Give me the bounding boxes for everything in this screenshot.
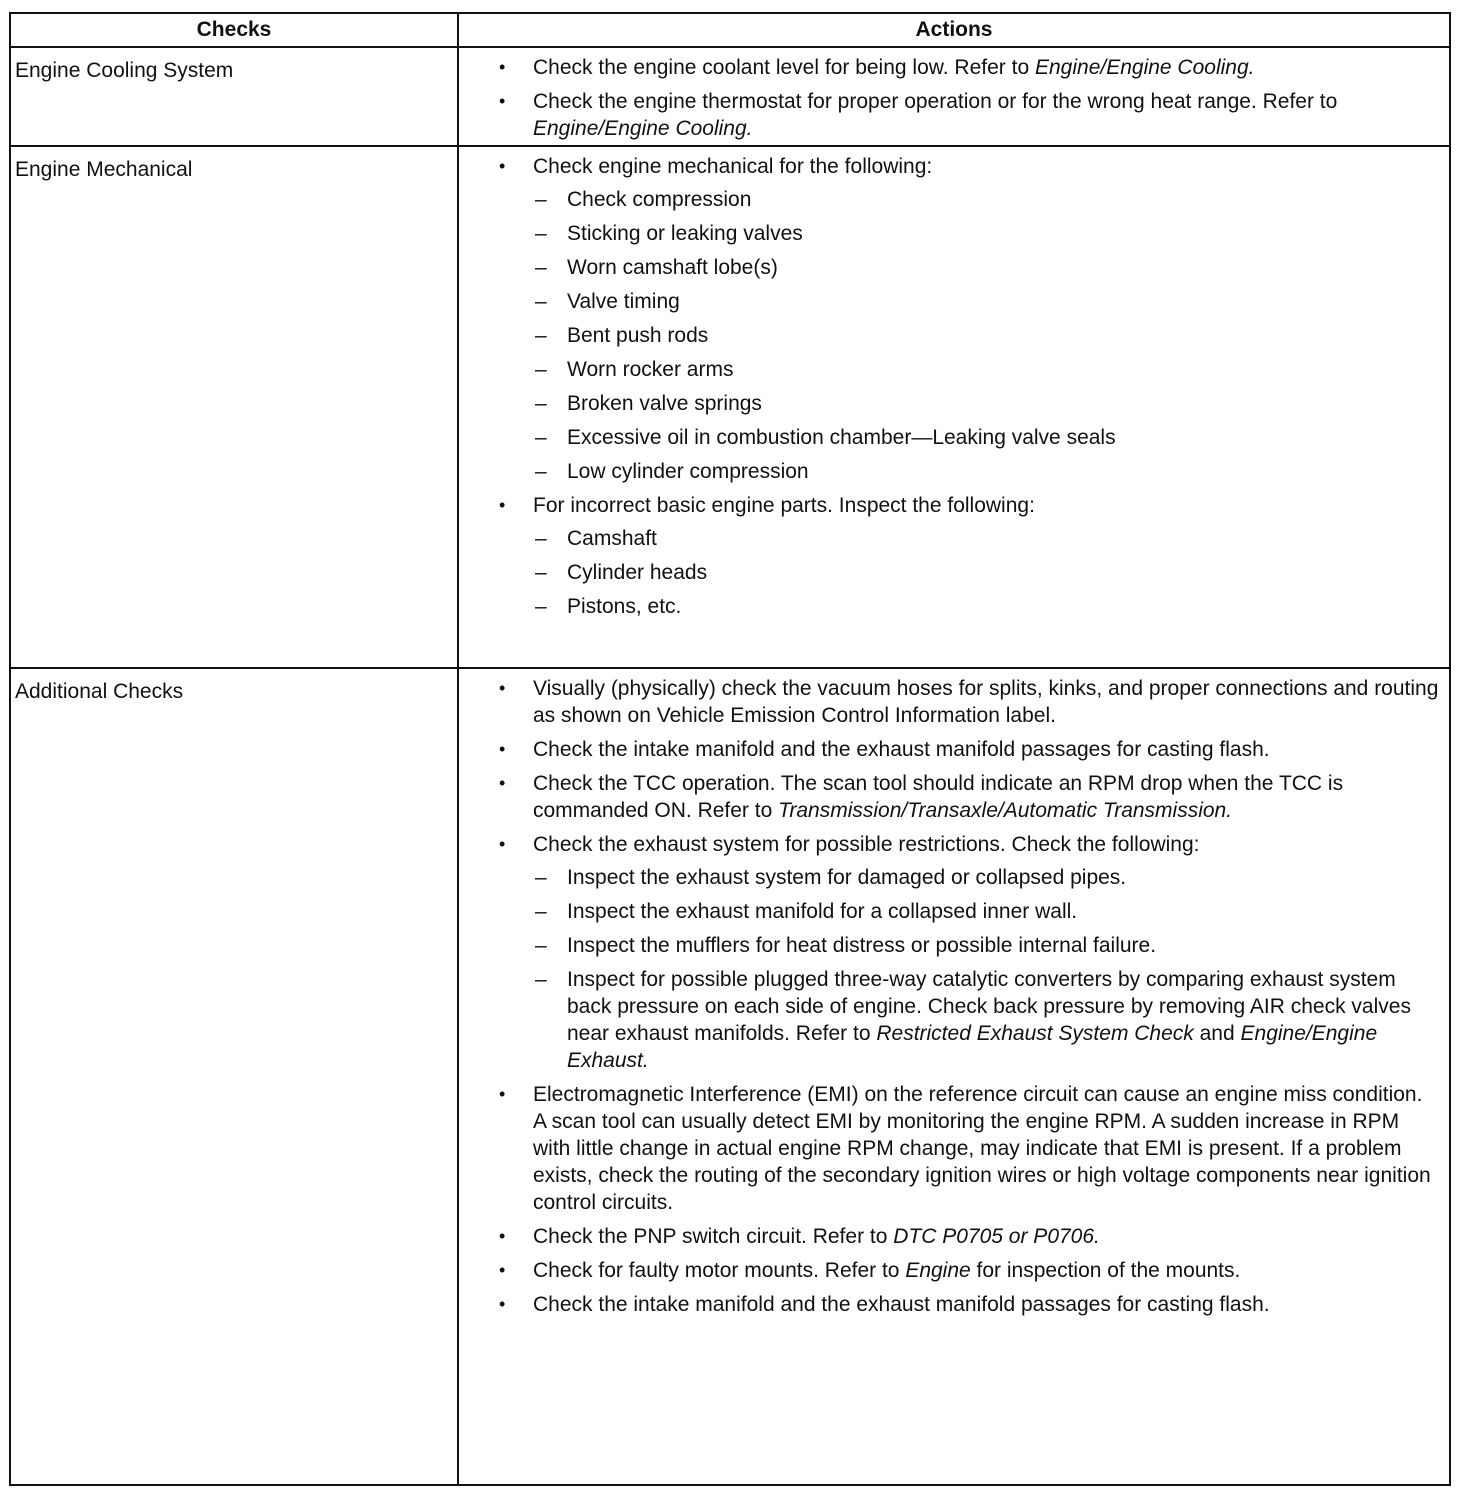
sub-item: – Bent push rods [533, 322, 1439, 349]
action-item: • Check engine mechanical for the following: – Check compression – Sticking or leaking valves – Worn camshaft lobe(s) – Valve timing – Bent push rods – Worn rocker arms – Broken valve springs – Excessive oil in combustion chamber—Leaking valve seals – Low cylinder compression [499, 153, 1439, 485]
sub-item: – Cylinder heads [533, 559, 1439, 586]
sub-item: – Inspect the exhaust manifold for a collapsed inner wall. [533, 898, 1439, 925]
action-item: • Check the intake manifold and the exhaust manifold passages for casting flash. [499, 736, 1439, 763]
action-item: • Electromagnetic Interference (EMI) on the reference circuit can cause an engine miss condition. A scan tool can usually detect EMI by monitoring the engine RPM. A sudden increase in RPM with little change in actual engine RPM change, may indicate that EMI is present. If a problem exists, check the routing of the secondary ignition wires or high voltage components near ignition control circuits. [499, 1081, 1439, 1216]
table-row [11, 48, 1449, 147]
sub-item: – Low cylinder compression [533, 458, 1439, 485]
action-item: • Check the intake manifold and the exhaust manifold passages for casting flash. [499, 1291, 1439, 1318]
reference-link: Engine/Engine Cooling. [533, 117, 753, 140]
check-name: Engine Cooling System [11, 48, 459, 145]
reference-link: Engine/Engine Exhaust. [567, 1022, 1378, 1072]
sub-item: – Excessive oil in combustion chamber—Leaking valve seals [533, 424, 1439, 451]
actions-cell [459, 147, 1449, 667]
action-item: • Check the TCC operation. The scan tool should indicate an RPM drop when the TCC is commanded ON. Refer to Transmission/Transaxle/Automatic Transmission. [499, 770, 1439, 824]
sub-item: – Sticking or leaking valves [533, 220, 1439, 247]
table-row [11, 147, 1449, 669]
action-item: • Visually (physically) check the vacuum hoses for splits, kinks, and proper connections and routing as shown on Vehicle Emission Control Information label. [499, 675, 1439, 729]
actions-header: Actions [915, 18, 993, 41]
action-item: • For incorrect basic engine parts. Inspect the following: – Camshaft – Cylinder heads – Pistons, etc. [499, 492, 1439, 620]
table-header [11, 14, 1449, 48]
action-item: • Check the engine coolant level for being low. Refer to Engine/Engine Cooling. [499, 54, 1439, 81]
action-item: • Check for faulty motor mounts. Refer to Engine for inspection of the mounts. [499, 1257, 1439, 1284]
sub-item: – Inspect the mufflers for heat distress or possible internal failure. [533, 932, 1439, 959]
reference-link: Transmission/Transaxle/Automatic Transmission. [778, 799, 1233, 822]
reference-link: Restricted Exhaust System Check [876, 1022, 1194, 1045]
sub-item: – Camshaft [533, 525, 1439, 552]
reference-link: Engine/Engine Cooling. [1034, 56, 1255, 79]
actions-cell [459, 669, 1449, 1484]
action-item: • Check the exhaust system for possible restrictions. Check the following: – Inspect the exhaust system for damaged or collapsed pipes. – Inspect the exhaust manifold for a collapsed inner wall. – Inspect the mufflers for heat distress or possible internal failure. – Inspect for possible plugged three-way catalytic converters by comparing exhaust system back pressure on each side of engine. Check back pressure by removing AIR check valves near exhaust manifolds. Refer to Restricted Exhaust System Check and Engine/Engine Exhaust. [499, 831, 1439, 1074]
sub-item: – Pistons, etc. [533, 593, 1439, 620]
sub-item: – Inspect the exhaust system for damaged or collapsed pipes. [533, 864, 1439, 891]
action-item: • Check the PNP switch circuit. Refer to DTC P0705 or P0706. [499, 1223, 1439, 1250]
sub-item: – Worn rocker arms [533, 356, 1439, 383]
sub-item: – Worn camshaft lobe(s) [533, 254, 1439, 281]
sub-item: – Valve timing [533, 288, 1439, 315]
sub-item: – Broken valve springs [533, 390, 1439, 417]
checks-header: Checks [11, 14, 459, 46]
action-item: • Check the engine thermostat for proper operation or for the wrong heat range. Refer to Engine/Engine Cooling. [499, 88, 1439, 142]
reference-link: Engine [905, 1259, 971, 1282]
table-row [11, 669, 1449, 1484]
check-name: Additional Checks [11, 669, 459, 1484]
reference-link: DTC P0705 or P0706. [893, 1225, 1100, 1248]
actions-cell [459, 48, 1449, 145]
sub-item: – Check compression [533, 186, 1439, 213]
check-name: Engine Mechanical [11, 147, 459, 667]
diagnostic-table [9, 12, 1451, 1486]
sub-item: – Inspect for possible plugged three-way catalytic converters by comparing exhaust system back pressure on each side of engine. Check back pressure by removing AIR check valves near exhaust manifolds. Refer to Restricted Exhaust System Check and Engine/Engine Exhaust. [533, 966, 1439, 1074]
